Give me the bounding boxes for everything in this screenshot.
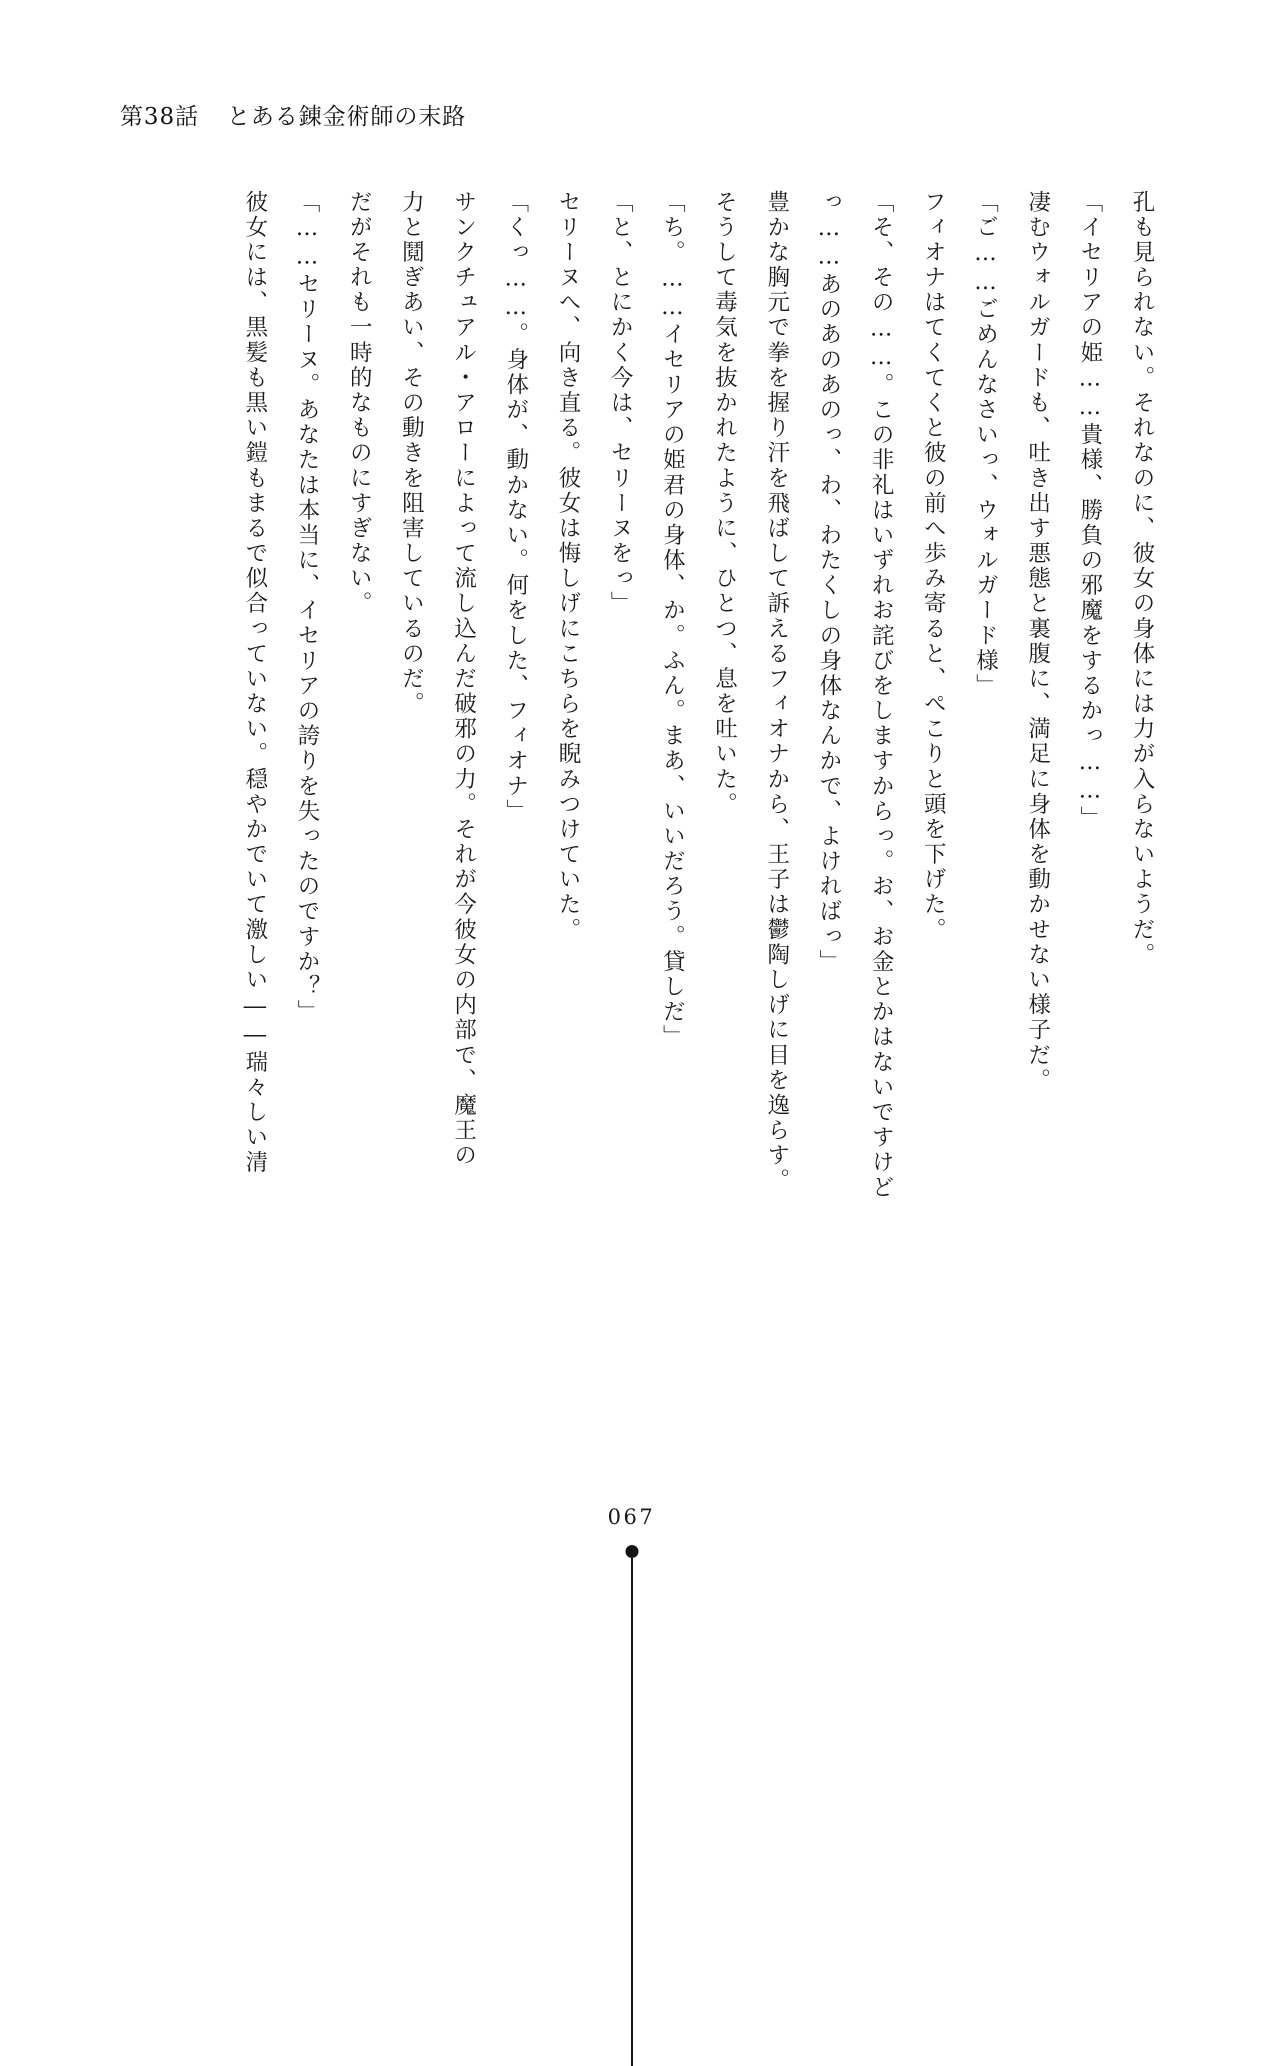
body-paragraph: 「イセリアの姫……貴様、勝負の邪魔をするかっ……」	[1076, 190, 1103, 832]
body-paragraph: 「ご……ごめんなさいっ、ウォルガード様」	[972, 190, 999, 699]
body-paragraph: サンクチュアル・アローによって流し込んだ破邪の力。それが今彼女の内部で、魔王の	[450, 190, 477, 1169]
body-paragraph: 「……セリーヌ。あなたは本当に、イセリアの誇りを失ったのですか？」	[294, 190, 320, 1025]
body-paragraph: 「くっ……。身体が、動かない。何をした、フィオナ」	[502, 190, 529, 825]
body-paragraph: 「そ、その……。この非礼はいずれお詫びをしますからっ。お、お金とかはないですけど	[868, 190, 895, 1201]
body-paragraph: 「ち。……イセリアの姫君の身体、か。ふん。まあ、いいだろう。貸しだ」	[659, 190, 686, 1050]
body-paragraph: っ……あのあのあのっ、わ、わたくしの身体なんかで、よければっ」	[815, 190, 842, 975]
body-paragraph: 「と、とにかく今は、セリーヌをっ」	[607, 190, 634, 617]
body-paragraph: 彼女には、黒髪も黒い鎧もまるで似合っていない。穏やかでいて激しい――瑞々しい清	[241, 190, 268, 1176]
footer-vertical-rule	[631, 1558, 633, 2066]
body-paragraph: 凄むウォルガードも、吐き出す悪態と裏腹に、満足に身体を動かせない様子だ。	[1024, 190, 1051, 1094]
footer-dot-ornament	[625, 1545, 638, 1558]
page-body-text	[95, 190, 1168, 1480]
body-paragraph: だがそれも一時的なものにすぎない。	[346, 190, 373, 617]
body-paragraph: フィオナはてくてくと彼の前へ歩み寄ると、ぺこりと頭を下げた。	[920, 190, 947, 943]
chapter-header	[120, 98, 466, 131]
body-paragraph: そうして毒気を抜かれたように、ひとつ、息を吐いた。	[711, 190, 738, 818]
body-paragraph: 孔も見られない。それなのに、彼女の身体には力が入らないようだ。	[1129, 190, 1155, 968]
body-paragraph: セリーヌへ、向き直る。彼女は悔しげにこちらを睨みつけていた。	[554, 190, 581, 943]
body-paragraph: 豊かな胸元で拳を握り汗を飛ばして訴えるフィオナから、王子は鬱陶しげに目を逸らす。	[763, 190, 790, 1194]
chapter-title: とある錬金術師の末路	[226, 104, 467, 130]
chapter-number: 第38話	[120, 104, 199, 130]
body-paragraph: 力と鬩ぎあい、その動きを阻害しているのだ。	[398, 190, 425, 717]
page-number: 067	[607, 1505, 656, 1529]
